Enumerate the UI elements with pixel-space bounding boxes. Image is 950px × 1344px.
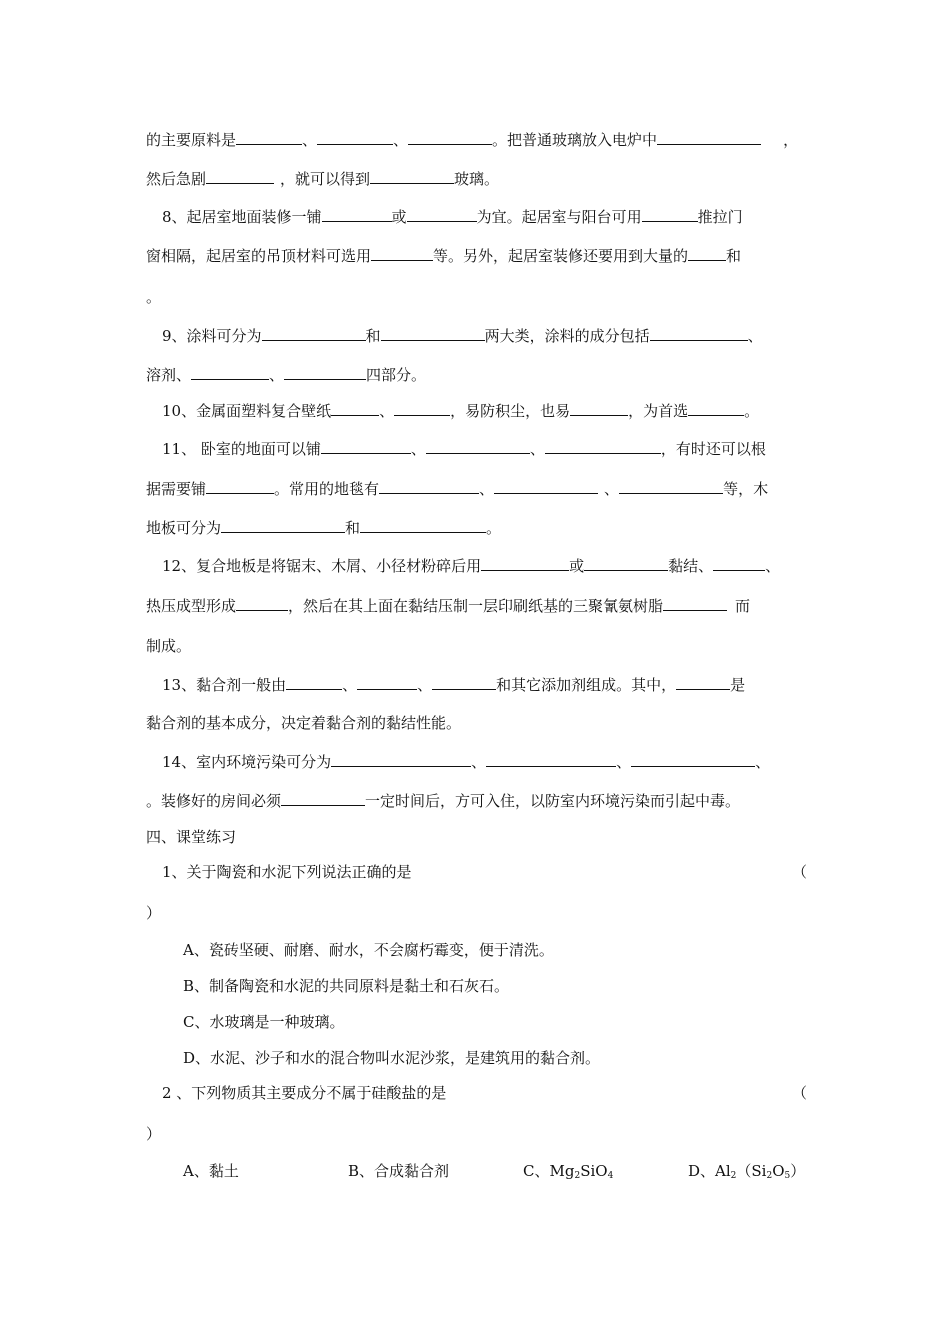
text: 四部分。 <box>366 366 427 384</box>
text: D、Al <box>688 1162 731 1180</box>
answer-blank[interactable] <box>286 674 342 690</box>
text: B、制备陶瓷和水泥的共同原料是黏土和石灰石。 <box>183 977 510 995</box>
q13-line-2 <box>146 713 461 733</box>
text: 推拉门 <box>697 208 743 226</box>
answer-blank[interactable] <box>426 438 530 454</box>
ex1-option-a[interactable] <box>183 940 554 960</box>
text: ） <box>790 1162 806 1180</box>
q11-line-2 <box>146 478 768 499</box>
subscript: 2 <box>574 1171 581 1181</box>
q9-line-1 <box>162 325 763 346</box>
answer-blank[interactable] <box>432 674 496 690</box>
text: 和 <box>726 247 742 265</box>
answer-blank[interactable] <box>381 325 485 341</box>
ex2-option-d[interactable] <box>688 1161 805 1186</box>
text: 、 <box>342 676 358 694</box>
text: 制成。 <box>146 637 192 655</box>
q12-line-2 <box>146 595 750 616</box>
text: 两大类，涂料的成分包括 <box>484 327 650 345</box>
answer-blank[interactable] <box>191 364 269 380</box>
text: 13、黏合剂一般由 <box>162 676 287 694</box>
text: 。 <box>486 519 502 537</box>
answer-blank[interactable] <box>394 400 450 416</box>
q14-line-1 <box>162 751 770 772</box>
text: C、水玻璃是一种玻璃。 <box>183 1013 345 1031</box>
answer-blank[interactable] <box>688 400 744 416</box>
answer-blank[interactable] <box>322 206 392 222</box>
text: 。 <box>744 402 760 420</box>
text: 1、关于陶瓷和水泥下列说法正确的是 <box>162 863 412 881</box>
ex2-option-c[interactable] <box>523 1161 613 1186</box>
q10-line-1 <box>162 400 759 421</box>
q12-line-1 <box>162 555 780 576</box>
text: ） <box>146 1125 162 1143</box>
text: 。把普通玻璃放入电炉中 <box>492 131 658 149</box>
answer-blank[interactable] <box>407 206 477 222</box>
text: 和 <box>345 519 361 537</box>
text: 、 <box>302 131 318 149</box>
answer-blank[interactable] <box>206 168 274 184</box>
text: 然后急剧 <box>146 170 207 188</box>
text: 热压成型形成 <box>146 597 237 615</box>
q8-line-3 <box>146 287 161 307</box>
answer-blank[interactable] <box>494 478 598 494</box>
text: D、水泥、沙子和水的混合物叫水泥沙浆，是建筑用的黏合剂。 <box>183 1049 601 1067</box>
q7-line-1 <box>146 129 798 150</box>
text: 窗相隔，起居室的吊顶材料可选用 <box>146 247 372 265</box>
answer-paren-close <box>146 903 161 923</box>
ex1-option-c[interactable] <box>183 1012 344 1032</box>
text: 。 <box>146 288 162 306</box>
answer-blank[interactable] <box>545 438 661 454</box>
text: 黏合剂的基本成分，决定着黏合剂的黏结性能。 <box>146 714 462 732</box>
q8-line-1 <box>162 206 743 227</box>
text: （Si <box>736 1162 767 1180</box>
text: C、Mg <box>523 1162 575 1180</box>
ex1-option-b[interactable] <box>183 976 509 996</box>
subscript: 2 <box>730 1171 737 1181</box>
text: ，为首选 <box>628 402 689 420</box>
text: ） <box>146 904 162 922</box>
answer-blank[interactable] <box>650 325 748 341</box>
answer-blank[interactable] <box>281 790 365 806</box>
q11-line-1 <box>162 438 766 459</box>
answer-blank[interactable] <box>570 400 628 416</box>
text: 等。另外，起居室装修还要用到大量的 <box>433 247 689 265</box>
text: 等，木 <box>723 480 769 498</box>
text: 、 <box>604 480 620 498</box>
answer-blank[interactable] <box>642 206 698 222</box>
answer-blank[interactable] <box>262 325 366 341</box>
text: 和 <box>365 327 381 345</box>
text: 是 <box>730 676 746 694</box>
text: 、 <box>410 440 426 458</box>
answer-blank[interactable] <box>486 751 616 767</box>
text: 或 <box>569 557 585 575</box>
text: 而 <box>735 597 751 615</box>
section-heading <box>146 827 236 847</box>
answer-blank[interactable] <box>331 751 471 767</box>
text: 、 <box>393 131 409 149</box>
text: 的主要原料是 <box>146 131 237 149</box>
answer-paren-open[interactable] <box>792 862 807 882</box>
text: 为宜。起居室与阳台可用 <box>476 208 642 226</box>
text: 、 <box>379 402 395 420</box>
answer-blank[interactable] <box>713 555 765 571</box>
text: B、合成黏合剂 <box>348 1162 450 1180</box>
text: （ <box>792 1084 808 1102</box>
text: 、 <box>755 753 771 771</box>
q12-line-3 <box>146 636 191 656</box>
q11-line-3 <box>146 517 501 538</box>
text: 、 <box>417 676 433 694</box>
answer-blank[interactable] <box>631 751 755 767</box>
answer-blank[interactable] <box>408 129 492 145</box>
answer-blank[interactable] <box>481 555 569 571</box>
answer-blank[interactable] <box>657 129 761 145</box>
text: 地板可分为 <box>146 519 222 537</box>
answer-blank[interactable] <box>206 478 274 494</box>
answer-blank[interactable] <box>236 129 302 145</box>
subscript: 5 <box>784 1171 791 1181</box>
answer-blank[interactable] <box>221 517 345 533</box>
text: 、 <box>479 480 495 498</box>
text: 8、起居室地面装修一铺 <box>162 208 322 226</box>
subscript: 4 <box>607 1171 614 1181</box>
answer-blank[interactable] <box>379 478 479 494</box>
text: 据需要铺 <box>146 480 207 498</box>
ex2-stem <box>162 1083 446 1103</box>
text: 、 <box>747 327 763 345</box>
answer-blank[interactable] <box>321 438 411 454</box>
answer-blank[interactable] <box>371 245 433 261</box>
text: SiO <box>580 1162 608 1180</box>
text: 、 <box>616 753 632 771</box>
q8-line-2 <box>146 245 741 266</box>
text: 、 <box>529 440 545 458</box>
text: 。装修好的房间必须 <box>146 792 282 810</box>
q9-line-2 <box>146 364 426 385</box>
answer-blank[interactable] <box>584 555 668 571</box>
answer-blank[interactable] <box>370 168 454 184</box>
answer-paren-close <box>146 1124 161 1144</box>
answer-blank[interactable] <box>357 674 417 690</box>
text: O <box>772 1162 785 1180</box>
subscript: 2 <box>766 1171 773 1181</box>
ex1-stem <box>162 862 412 882</box>
ex1-option-d[interactable] <box>183 1048 600 1068</box>
text: A、黏土 <box>183 1162 239 1180</box>
text: ，易防积尘，也易 <box>450 402 571 420</box>
text: 玻璃。 <box>454 170 500 188</box>
ex2-option-a[interactable] <box>183 1161 239 1181</box>
text: 、 <box>269 366 285 384</box>
text: 、 <box>765 557 781 575</box>
q13-line-1 <box>162 674 745 695</box>
answer-blank[interactable] <box>331 400 379 416</box>
text: 10、金属面塑料复合壁纸 <box>162 402 332 420</box>
text: 和其它添加剂组成。其中， <box>496 676 677 694</box>
text: 四、课堂练习 <box>146 828 237 846</box>
text: 9、涂料可分为 <box>162 327 262 345</box>
q7-line-2 <box>146 168 499 189</box>
text: （ <box>792 863 808 881</box>
text: ，就可以得到 <box>280 170 371 188</box>
text: 一定时间后，方可入住，以防室内环境污染而引起中毒。 <box>365 792 741 810</box>
text: 或 <box>391 208 407 226</box>
answer-blank[interactable] <box>619 478 723 494</box>
answer-blank[interactable] <box>688 245 726 261</box>
text: 黏结、 <box>668 557 714 575</box>
answer-blank[interactable] <box>236 595 288 611</box>
text: 14、室内环境污染可分为 <box>162 753 332 771</box>
text: ，然后在其上面在黏结压制一层印刷纸基的三聚氰氨树脂 <box>288 597 664 615</box>
text: 12、复合地板是将锯末、木屑、小径材粉碎后用 <box>162 557 482 575</box>
q14-line-2 <box>146 790 740 811</box>
text: A、瓷砖坚硬、耐磨、耐水，不会腐朽霉变，便于清洗。 <box>183 941 554 959</box>
answer-blank[interactable] <box>317 129 393 145</box>
ex2-option-b[interactable] <box>348 1161 449 1181</box>
text: 2 、下列物质其主要成分不属于硅酸盐的是 <box>162 1084 447 1102</box>
text: 溶剂、 <box>146 366 192 384</box>
text: 11、 卧室的地面可以铺 <box>162 440 321 458</box>
answer-blank[interactable] <box>284 364 366 380</box>
answer-blank[interactable] <box>360 517 486 533</box>
answer-blank[interactable] <box>663 595 727 611</box>
text: 。常用的地毯有 <box>274 480 380 498</box>
text: ， <box>783 131 799 149</box>
text: 、 <box>471 753 487 771</box>
answer-blank[interactable] <box>676 674 730 690</box>
text: ，有时还可以根 <box>660 440 766 458</box>
answer-paren-open[interactable] <box>792 1083 807 1103</box>
